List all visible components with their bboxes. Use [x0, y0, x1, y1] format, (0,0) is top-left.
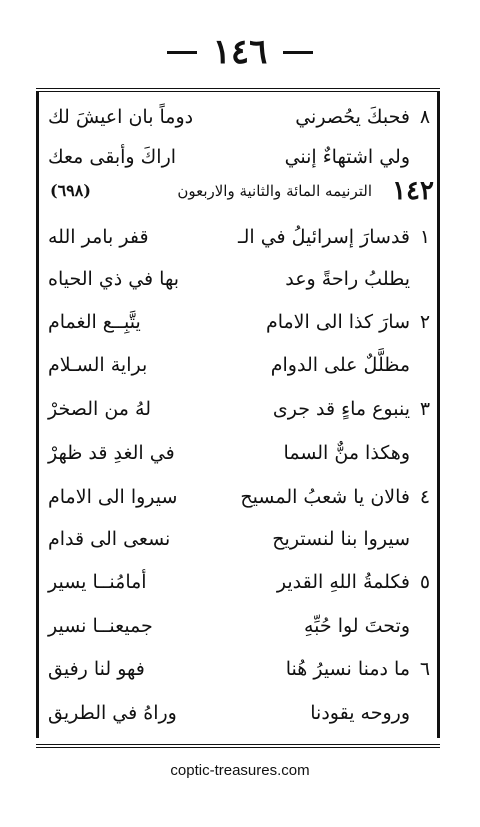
verse-second-half: دوماً بان اعيشَ لك	[48, 106, 194, 128]
verse-second-half: قفر بامر الله	[48, 226, 149, 248]
verse-number: ٣	[419, 398, 431, 420]
page-header	[0, 26, 480, 78]
verse-number: ٤	[419, 486, 431, 508]
verse-second-half: في الغدِ قد ظهرْ	[48, 442, 175, 464]
verse-first-half: مظلَّلٌ على الدوام	[270, 354, 410, 376]
verse-first-half: قدسارَ إسرائيلُ في الـ	[238, 226, 410, 248]
verse-second-half: وراهُ في الطريق	[48, 702, 177, 724]
verse-first-half: سيروا بنا لنستريح	[272, 528, 410, 550]
verse-first-half: ولي اشتهاءٌ إنني	[284, 146, 410, 168]
verse-number: ٦	[419, 658, 431, 680]
verse-number: ٨	[419, 106, 431, 128]
verse-number: ٥	[419, 571, 431, 593]
verse-line	[40, 348, 438, 382]
hymn-code: (٦٩٨)	[50, 181, 91, 200]
verse-second-half: براية السـلام	[48, 354, 148, 376]
hymn-title: الترنيمه المائة والثانية والاربعون	[177, 182, 372, 200]
verse-line	[40, 220, 438, 254]
verse-line	[40, 140, 438, 174]
verse-second-half: فهو لنا رفيق	[48, 658, 145, 680]
verse-second-half: اراكَ وأبقى معك	[48, 146, 177, 168]
header-dash-right	[283, 51, 313, 54]
verse-line	[40, 565, 438, 599]
verse-line	[40, 392, 438, 426]
frame-rule-left	[36, 92, 39, 738]
verse-first-half: فالان يا شعبُ المسيح	[240, 486, 410, 508]
hymn-heading	[40, 176, 438, 206]
verse-line	[40, 522, 438, 556]
verse-number: ٢	[419, 311, 431, 333]
verse-first-half: سارَ كذا الى الامام	[265, 311, 410, 333]
verse-second-half: يتَّبِــع الغمام	[48, 311, 141, 333]
verse-second-half: جميعنــا نسير	[48, 615, 153, 637]
verse-first-half: فحبكَ يحُصرني	[295, 106, 410, 128]
verse-first-half: يطلبُ راحةً وعد	[285, 268, 410, 290]
verse-second-half: نسعى الى قدام	[48, 528, 171, 550]
verse-first-half: ينبوع ماءٍ قد جرى	[272, 398, 410, 420]
verse-second-half: لهُ من الصخرْ	[48, 398, 151, 420]
verse-first-half: وتحتَ لوا حُبِّهِ	[303, 615, 410, 637]
verse-line	[40, 652, 438, 686]
verse-second-half: سيروا الى الامام	[48, 486, 178, 508]
source-watermark: coptic-treasures.com	[170, 762, 310, 779]
verse-first-half: ما دمنا نسيرُ هُنا	[285, 658, 410, 680]
page-number: ١٤٦	[212, 32, 268, 72]
verse-first-half: فكلمةُ اللهِ القدير	[276, 571, 410, 593]
verse-first-half: وهكذا منٌّ السما	[283, 442, 410, 464]
verse-number: ١	[419, 226, 431, 248]
verse-line	[40, 305, 438, 339]
verse-first-half: وروحه يقودنا	[310, 702, 410, 724]
header-dash-left	[167, 51, 197, 54]
hymn-number: ١٤٢	[392, 176, 434, 206]
verse-line	[40, 262, 438, 296]
verse-line	[40, 609, 438, 643]
verse-line	[40, 100, 438, 134]
verse-second-half: بها في ذي الحياه	[48, 268, 180, 290]
verse-line	[40, 436, 438, 470]
verse-line	[40, 480, 438, 514]
verse-second-half: أمامُنــا يسير	[48, 571, 147, 593]
verse-line	[40, 696, 438, 730]
